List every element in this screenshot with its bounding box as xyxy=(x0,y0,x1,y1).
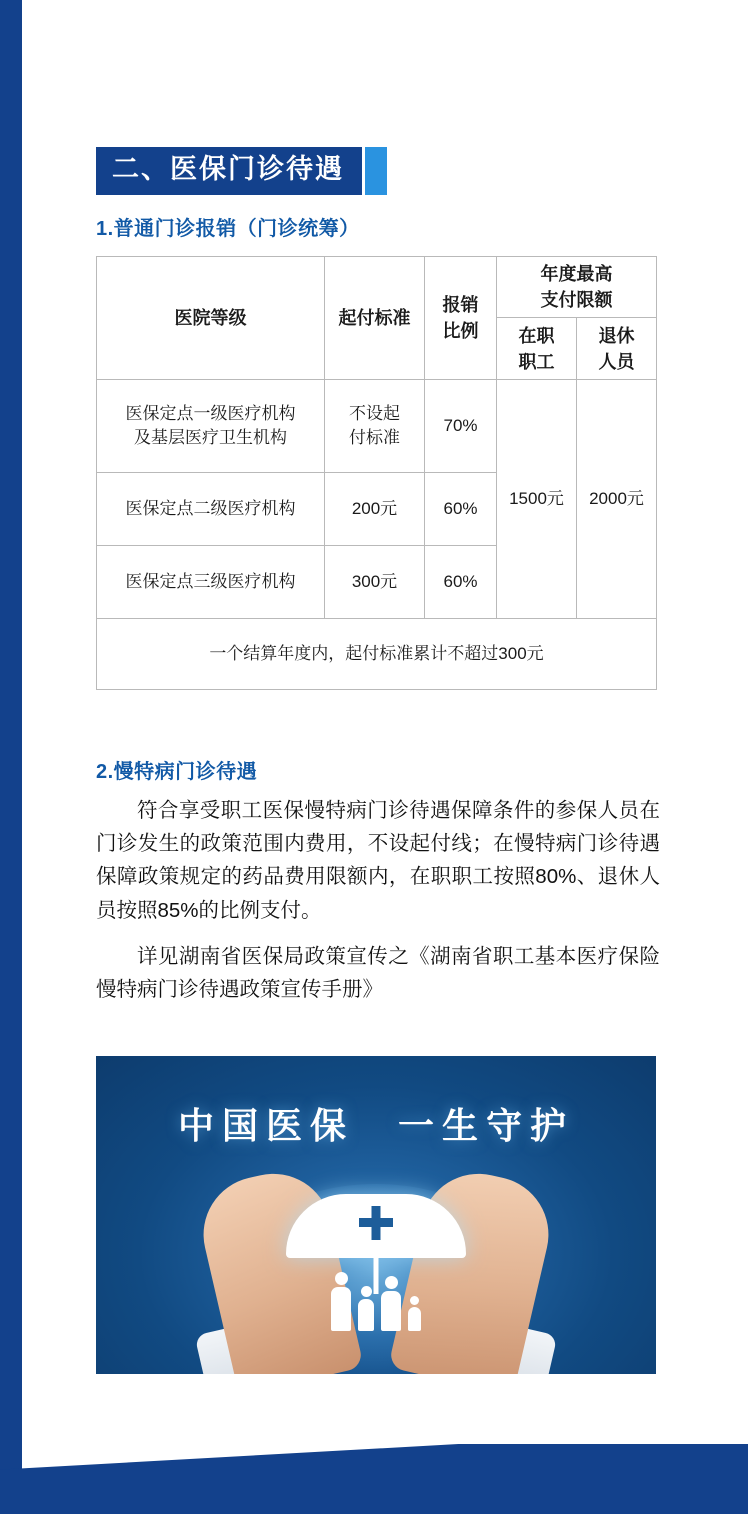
section-heading xyxy=(96,147,387,195)
medical-cross-icon-bar xyxy=(359,1218,393,1227)
table-footer-row xyxy=(97,619,657,690)
cell-hospital-level-2: 医保定点二级医疗机构 xyxy=(97,473,325,546)
th-deductible-standard: 起付标准 xyxy=(325,257,425,380)
cell-deductible-3: 300元 xyxy=(325,546,425,619)
section-heading-label: 二、医保门诊待遇 xyxy=(96,147,362,195)
family-silhouette-icon xyxy=(331,1272,421,1331)
banner-title: 中国医保 一生守护 xyxy=(177,1105,574,1146)
bottom-decoration xyxy=(0,1444,748,1514)
th-active-line2: 职工 xyxy=(518,351,555,372)
th-annual-limit xyxy=(497,257,657,318)
th-active-employee xyxy=(497,318,577,380)
hospital-1-line2: 及基层医疗卫生机构 xyxy=(134,428,287,448)
th-retired-line2: 人员 xyxy=(598,351,635,372)
cell-hospital-level-1 xyxy=(97,380,325,473)
subheading-chronic-disease-benefit: 2.慢特病门诊待遇 xyxy=(96,761,258,783)
cell-ratio-3: 60% xyxy=(425,546,497,619)
cell-hospital-level-3: 医保定点三级医疗机构 xyxy=(97,546,325,619)
cell-annual-limit-active: 1500元 xyxy=(497,380,577,619)
th-annual-limit-line1: 年度最高 xyxy=(540,264,613,284)
paragraph-reference-handbook: 详见湖南省医保局政策宣传之《湖南省职工基本医疗保险慢特病门诊待遇政策宣传手册》 xyxy=(96,945,660,1002)
table-footer-note: 一个结算年度内，起付标准累计不超过300元 xyxy=(97,619,657,690)
person-figure xyxy=(408,1296,421,1331)
cell-ratio-1: 70% xyxy=(425,380,497,473)
banner-illustration xyxy=(96,1056,656,1374)
left-blue-rail xyxy=(0,0,22,1514)
hospital-1-line1: 医保定点一级医疗机构 xyxy=(125,403,296,423)
person-figure xyxy=(358,1286,374,1331)
deductible-1-line2: 付标准 xyxy=(349,428,400,448)
th-retired-line1: 退休 xyxy=(598,325,635,346)
th-ratio-line2: 比例 xyxy=(442,321,479,342)
subheading-outpatient-reimbursement: 1.普通门诊报销（门诊统筹） xyxy=(96,218,360,240)
person-figure xyxy=(331,1272,351,1331)
th-reimbursement-ratio xyxy=(425,257,497,380)
cell-deductible-2: 200元 xyxy=(325,473,425,546)
table-header-row-top xyxy=(97,257,657,318)
th-annual-limit-line2: 支付限额 xyxy=(540,290,613,311)
th-active-line1: 在职 xyxy=(518,325,555,346)
benefit-table-container xyxy=(96,256,656,690)
cell-deductible-1 xyxy=(325,380,425,473)
paragraph-chronic-benefit: 符合享受职工医保慢特病门诊待遇保障条件的参保人员在门诊发生的政策范围内费用，不设起付线；在慢特病门诊待遇保障政策规定的药品费用限额内，在职职工按照80%、退休人员按照85%的比例支付。 xyxy=(96,799,660,922)
benefit-table xyxy=(96,256,657,690)
bottom-bar-dark xyxy=(0,1444,748,1514)
th-ratio-line1: 报销 xyxy=(442,295,479,315)
person-figure xyxy=(381,1276,401,1331)
th-hospital-level: 医院等级 xyxy=(97,257,325,380)
cell-annual-limit-retired: 2000元 xyxy=(577,380,657,619)
deductible-1-line1: 不设起 xyxy=(349,403,400,423)
section-heading-accent xyxy=(365,147,387,195)
cell-ratio-2: 60% xyxy=(425,473,497,546)
table-row xyxy=(97,380,657,473)
th-retired-person xyxy=(577,318,657,380)
